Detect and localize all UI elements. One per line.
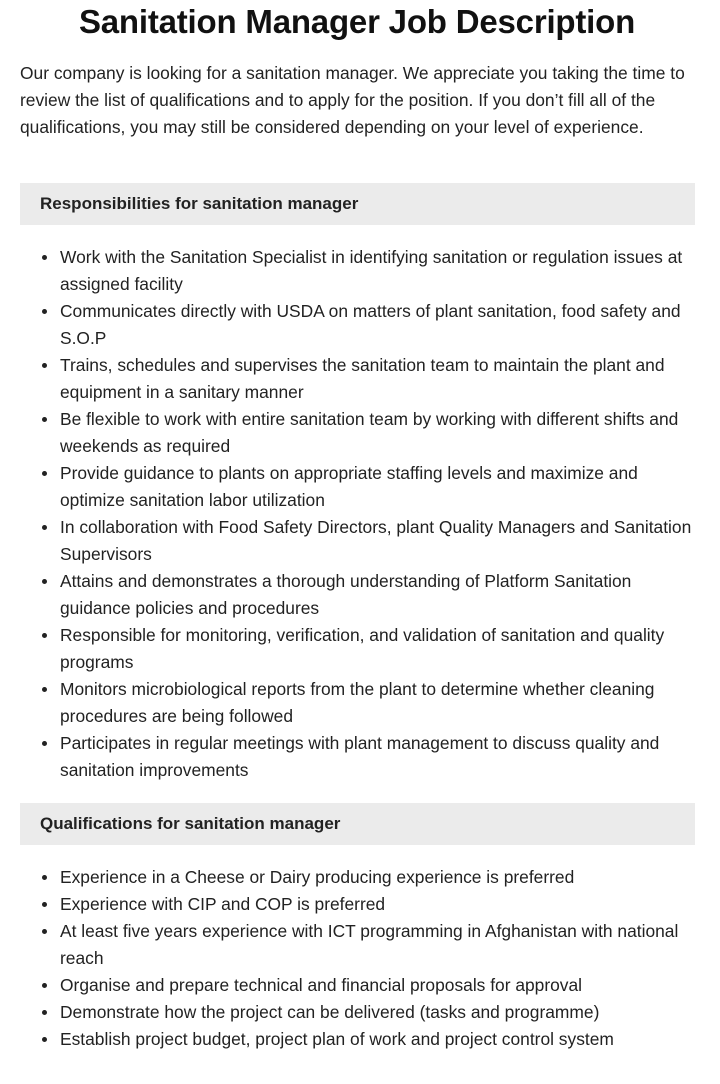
qualifications-section-header — [20, 803, 695, 845]
list-item: Work with the Sanitation Specialist in identifying sanitation or regulation issues at assigned facility — [60, 244, 700, 298]
list-item: Communicates directly with USDA on matters of plant sanitation, food safety and S.O.P — [60, 298, 700, 352]
list-item: At least five years experience with ICT programming in Afghanistan with national reach — [60, 918, 700, 972]
page-title: Sanitation Manager Job Description — [78, 3, 636, 40]
list-item: In collaboration with Food Safety Directors, plant Quality Managers and Sanitation Supervisors — [60, 514, 700, 568]
list-item: Trains, schedules and supervises the sanitation team to maintain the plant and equipment in a sanitary manner — [60, 352, 700, 406]
qualifications-heading: Qualifications for sanitation manager — [40, 814, 341, 833]
list-item: Attains and demonstrates a thorough understanding of Platform Sanitation guidance policies and procedures — [60, 568, 700, 622]
list-item: Establish project budget, project plan of work and project control system — [60, 1026, 700, 1053]
list-item: Demonstrate how the project can be delivered (tasks and programme) — [60, 999, 700, 1026]
list-item: Organise and prepare technical and financial proposals for approval — [60, 972, 700, 999]
list-item: Participates in regular meetings with plant management to discuss quality and sanitation improvements — [60, 730, 700, 784]
responsibilities-heading: Responsibilities for sanitation manager — [40, 194, 359, 213]
list-item: Experience in a Cheese or Dairy producing experience is preferred — [60, 864, 700, 891]
list-item: Provide guidance to plants on appropriate staffing levels and maximize and optimize sanitation labor utilization — [60, 460, 700, 514]
list-item: Monitors microbiological reports from the plant to determine whether cleaning procedures are being followed — [60, 676, 700, 730]
responsibilities-list — [20, 244, 700, 784]
list-item: Be flexible to work with entire sanitation team by working with different shifts and weekends as required — [60, 406, 700, 460]
intro-paragraph: Our company is looking for a sanitation manager. We appreciate you taking the time to review the list of qualifications and to apply for the position. If you don’t fill all of the qualifications, you may still be considered depending on your level of experience. — [20, 63, 685, 137]
list-item: Responsible for monitoring, verification, and validation of sanitation and quality programs — [60, 622, 700, 676]
qualifications-list — [20, 864, 700, 1053]
responsibilities-section-header — [20, 183, 695, 225]
list-item: Experience with CIP and COP is preferred — [60, 891, 700, 918]
